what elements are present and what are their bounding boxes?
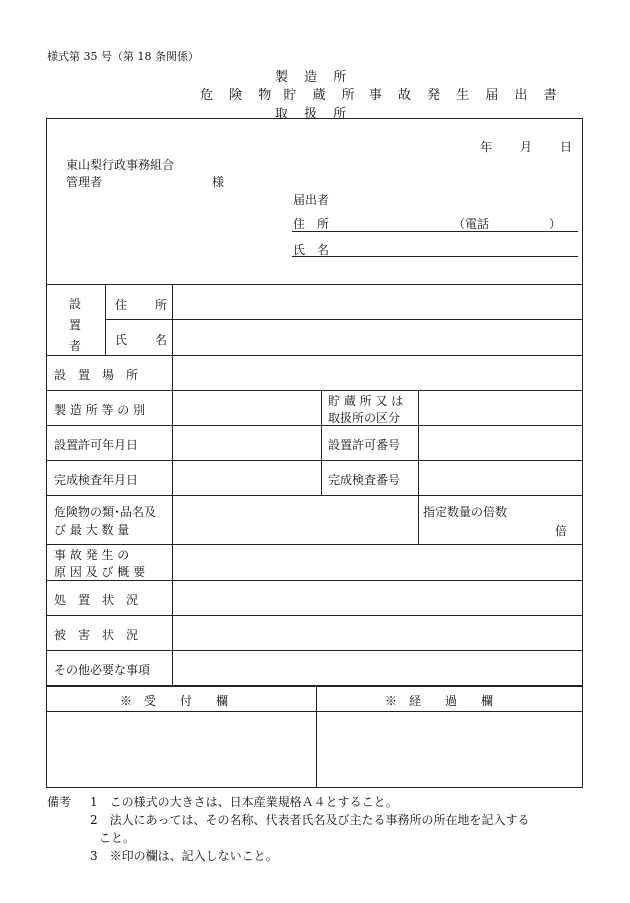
accident-label-1: 事 故 発 生 の bbox=[54, 548, 130, 562]
location-field[interactable] bbox=[174, 357, 580, 388]
title-line-storage: 貯 蔵 所 bbox=[283, 88, 361, 103]
other-label: その他必要な事項 bbox=[54, 663, 151, 677]
rule bbox=[46, 544, 583, 545]
rule bbox=[46, 615, 583, 616]
rule bbox=[46, 685, 583, 687]
note-1: 1 この様式の大きさは、日本産業規格Ａ４とすること。 bbox=[90, 795, 398, 809]
multiple-label: 指定数量の倍数 bbox=[423, 505, 508, 519]
form-number: 様式第 35 号（第 18 条関係） bbox=[47, 50, 199, 63]
location-label: 設 置 場 所 bbox=[54, 368, 139, 382]
inspection-number-label: 完成検査番号 bbox=[328, 473, 401, 487]
honorific: 様 bbox=[212, 175, 225, 189]
applicant-label: 届出者 bbox=[293, 193, 330, 207]
rule bbox=[46, 650, 583, 651]
applicant-address-label: 住 所 bbox=[293, 217, 330, 231]
applicant-name-label: 氏 名 bbox=[293, 243, 330, 257]
rule bbox=[46, 425, 583, 426]
rule bbox=[321, 390, 322, 495]
inspection-date-label: 完成検査年月日 bbox=[54, 473, 139, 487]
rule bbox=[418, 390, 419, 495]
notes-title: 備考 bbox=[47, 795, 72, 809]
date-day[interactable]: 日 bbox=[560, 140, 573, 154]
rule bbox=[46, 460, 583, 461]
storage-category-label-2: 取扱所の区分 bbox=[328, 411, 401, 425]
rule bbox=[105, 319, 583, 320]
note-3: 3 ※印の欄は、記入しないこと。 bbox=[90, 849, 278, 863]
rule bbox=[46, 284, 583, 285]
permit-date-label: 設置許可年月日 bbox=[54, 438, 139, 452]
title-line-handling: 取 扱 所 bbox=[275, 107, 353, 122]
note-2-cont: こと。 bbox=[99, 831, 136, 845]
rule bbox=[105, 284, 106, 355]
rule bbox=[418, 495, 419, 544]
rule bbox=[46, 390, 583, 391]
rule bbox=[46, 495, 583, 496]
addressee: 東山梨行政事務組合 bbox=[66, 158, 175, 172]
damage-label: 被 害 状 況 bbox=[54, 628, 139, 642]
installer-name-field[interactable] bbox=[174, 321, 580, 353]
storage-category-label-1: 貯 蔵 所 又 は bbox=[328, 394, 404, 408]
permit-number-label: 設置許可番号 bbox=[328, 438, 401, 452]
installer-address-field[interactable] bbox=[174, 286, 580, 317]
treatment-label: 処 置 状 況 bbox=[54, 593, 139, 607]
title-main bbox=[200, 84, 563, 103]
hazmat-label-2: び 最 大 数 量 bbox=[54, 523, 130, 537]
hazmat-label-1: 危険物の類･品名及 bbox=[54, 505, 157, 519]
applicant-phone[interactable]: （電話 ） bbox=[453, 217, 562, 231]
note-2: 2 法人にあっては、その名称、代表者氏名及び主たる事務所の所在地を記入する bbox=[90, 813, 530, 827]
rule bbox=[46, 355, 583, 356]
name-underline[interactable] bbox=[292, 256, 578, 257]
installer-name-label: 氏 名 bbox=[115, 333, 176, 347]
multiple-unit: 倍 bbox=[555, 524, 568, 538]
address-underline[interactable] bbox=[292, 231, 578, 232]
installer-address-label: 住 所 bbox=[115, 298, 176, 312]
installer-label: 設 置 者 bbox=[68, 297, 81, 353]
rule bbox=[46, 711, 583, 712]
progress-label: ※ 経 過 欄 bbox=[385, 694, 494, 708]
facility-type-label: 製 造 所 等 の 別 bbox=[54, 403, 146, 417]
rule bbox=[316, 685, 317, 788]
date-year[interactable]: 年 bbox=[480, 140, 493, 154]
manager-label: 管理者 bbox=[66, 175, 103, 189]
accident-label-2: 原 因 及 び 概 要 bbox=[54, 565, 146, 579]
reception-label: ※ 受 付 欄 bbox=[120, 694, 229, 708]
title-suffix: 事 故 発 生 届 出 書 bbox=[368, 88, 563, 103]
title-prefix: 危 険 物 bbox=[200, 88, 278, 103]
rule bbox=[46, 580, 583, 581]
date-month[interactable]: 月 bbox=[520, 140, 533, 154]
title-line-manufacturing: 製 造 所 bbox=[275, 70, 353, 85]
